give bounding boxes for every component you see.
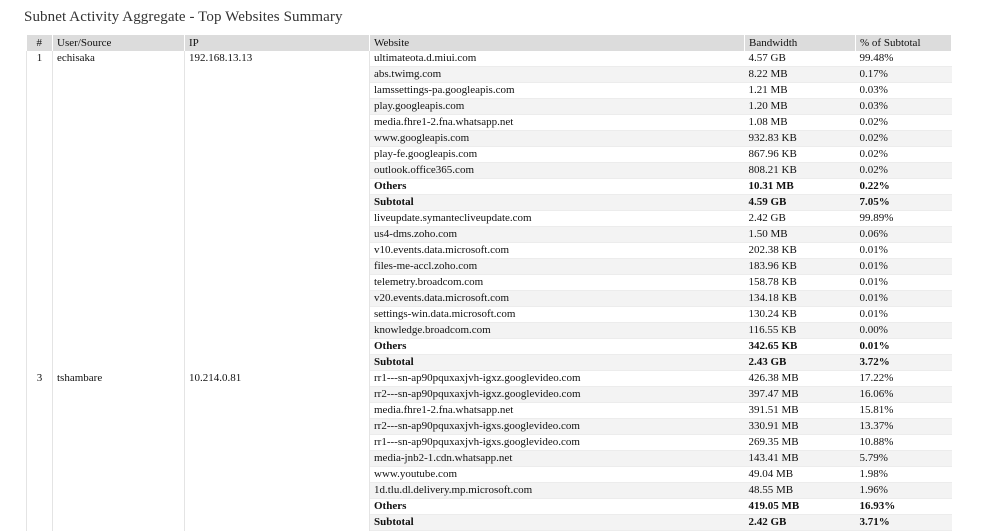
ip-cell: [185, 451, 370, 467]
bandwidth-cell: 130.24 KB: [745, 307, 856, 323]
bandwidth-cell: 1.20 MB: [745, 99, 856, 115]
ip-cell: [185, 355, 370, 371]
row-number-cell: [27, 67, 53, 83]
website-cell: www.googleapis.com: [370, 131, 745, 147]
percent-cell: 0.02%: [856, 163, 952, 179]
row-number-cell: [27, 131, 53, 147]
user-source-cell: [53, 291, 185, 307]
table-row: [27, 403, 952, 419]
ip-cell: [185, 195, 370, 211]
table-row: [27, 227, 952, 243]
percent-cell: 0.02%: [856, 115, 952, 131]
user-source-cell: [53, 179, 185, 195]
row-number-cell: [27, 115, 53, 131]
website-cell: www.youtube.com: [370, 467, 745, 483]
row-number-cell: [27, 275, 53, 291]
bandwidth-cell: 183.96 KB: [745, 259, 856, 275]
table-row: [27, 275, 952, 291]
percent-cell: 16.06%: [856, 387, 952, 403]
website-cell: outlook.office365.com: [370, 163, 745, 179]
user-source-cell: [53, 323, 185, 339]
bandwidth-cell: 867.96 KB: [745, 147, 856, 163]
user-source-cell: [53, 115, 185, 131]
ip-cell: [185, 339, 370, 355]
user-source-cell: [53, 227, 185, 243]
percent-cell: 16.93%: [856, 499, 952, 515]
column-header-bandwidth[interactable]: Bandwidth: [745, 35, 856, 51]
user-source-cell: [53, 67, 185, 83]
bandwidth-cell: 391.51 MB: [745, 403, 856, 419]
bandwidth-cell: 8.22 MB: [745, 67, 856, 83]
percent-cell: 0.01%: [856, 243, 952, 259]
website-cell: media-jnb2-1.cdn.whatsapp.net: [370, 451, 745, 467]
percent-cell: 0.02%: [856, 131, 952, 147]
website-cell: Subtotal: [370, 515, 745, 531]
website-cell: liveupdate.symantecliveupdate.com: [370, 211, 745, 227]
bandwidth-cell: 158.78 KB: [745, 275, 856, 291]
percent-cell: 0.00%: [856, 323, 952, 339]
percent-cell: 7.05%: [856, 195, 952, 211]
user-source-cell: [53, 243, 185, 259]
row-number-cell: [27, 483, 53, 499]
percent-cell: 0.02%: [856, 147, 952, 163]
website-cell: lamssettings-pa.googleapis.com: [370, 83, 745, 99]
row-number-cell: [27, 339, 53, 355]
subtotal-row: [27, 355, 952, 371]
percent-cell: 0.22%: [856, 179, 952, 195]
percent-cell: 15.81%: [856, 403, 952, 419]
table-row: [27, 259, 952, 275]
row-number-cell: [27, 387, 53, 403]
subtotal-row: [27, 515, 952, 531]
user-source-cell: [53, 275, 185, 291]
user-source-cell: [53, 515, 185, 531]
ip-cell: [185, 131, 370, 147]
ip-cell: [185, 99, 370, 115]
table-row: [27, 291, 952, 307]
row-number-cell: [27, 419, 53, 435]
table-row: [27, 435, 952, 451]
column-header-ip[interactable]: IP: [185, 35, 370, 51]
website-cell: Others: [370, 179, 745, 195]
user-source-cell: [53, 403, 185, 419]
percent-cell: 0.01%: [856, 275, 952, 291]
ip-cell: [185, 83, 370, 99]
website-cell: telemetry.broadcom.com: [370, 275, 745, 291]
user-source-cell: [53, 467, 185, 483]
ip-cell: [185, 483, 370, 499]
percent-cell: 17.22%: [856, 371, 952, 387]
ip-cell: [185, 115, 370, 131]
table-row: [27, 131, 952, 147]
row-number-cell: [27, 243, 53, 259]
website-cell: Others: [370, 339, 745, 355]
table-row: [27, 307, 952, 323]
table-row: [27, 67, 952, 83]
ip-cell: [185, 227, 370, 243]
percent-cell: 99.48%: [856, 51, 952, 67]
row-number-cell: [27, 163, 53, 179]
table-row: [27, 451, 952, 467]
ip-cell: [185, 147, 370, 163]
bandwidth-cell: 808.21 KB: [745, 163, 856, 179]
website-cell: play-fe.googleapis.com: [370, 147, 745, 163]
percent-cell: 0.01%: [856, 291, 952, 307]
table-row: [27, 147, 952, 163]
website-cell: files-me-accl.zoho.com: [370, 259, 745, 275]
table-row: [27, 115, 952, 131]
row-number-cell: [27, 403, 53, 419]
percent-cell: 3.71%: [856, 515, 952, 531]
row-number-cell: [27, 307, 53, 323]
column-header-user-source[interactable]: User/Source: [53, 35, 185, 51]
row-number-cell: [27, 147, 53, 163]
row-number-cell: [27, 323, 53, 339]
bandwidth-cell: 48.55 MB: [745, 483, 856, 499]
website-cell: 1d.tlu.dl.delivery.mp.microsoft.com: [370, 483, 745, 499]
bandwidth-cell: 419.05 MB: [745, 499, 856, 515]
bandwidth-cell: 4.57 GB: [745, 51, 856, 67]
row-number-cell: [27, 515, 53, 531]
row-number-cell: 1: [27, 51, 53, 67]
ip-cell: [185, 499, 370, 515]
bandwidth-cell: 116.55 KB: [745, 323, 856, 339]
percent-cell: 0.01%: [856, 259, 952, 275]
column-header-percent-subtotal[interactable]: % of Subtotal: [856, 35, 952, 51]
bandwidth-cell: 1.08 MB: [745, 115, 856, 131]
user-source-cell: tshambare: [53, 371, 185, 387]
bandwidth-cell: 342.65 KB: [745, 339, 856, 355]
percent-cell: 1.96%: [856, 483, 952, 499]
user-source-cell: [53, 435, 185, 451]
others-row: [27, 339, 952, 355]
website-cell: Others: [370, 499, 745, 515]
bandwidth-cell: 10.31 MB: [745, 179, 856, 195]
user-source-cell: [53, 131, 185, 147]
ip-cell: [185, 323, 370, 339]
website-cell: abs.twimg.com: [370, 67, 745, 83]
website-cell: v10.events.data.microsoft.com: [370, 243, 745, 259]
percent-cell: 13.37%: [856, 419, 952, 435]
percent-cell: 0.01%: [856, 339, 952, 355]
website-cell: rr2---sn-ap90pquxaxjvh-igxs.googlevideo.com: [370, 419, 745, 435]
user-source-cell: [53, 451, 185, 467]
websites-table: [26, 35, 952, 531]
table-row: [27, 211, 952, 227]
table-row: [27, 387, 952, 403]
user-source-cell: echisaka: [53, 51, 185, 67]
user-source-cell: [53, 163, 185, 179]
table-row: [27, 163, 952, 179]
row-number-cell: [27, 99, 53, 115]
ip-cell: [185, 403, 370, 419]
bandwidth-cell: 134.18 KB: [745, 291, 856, 307]
ip-cell: 10.214.0.81: [185, 371, 370, 387]
others-row: [27, 179, 952, 195]
ip-cell: [185, 259, 370, 275]
row-number-cell: [27, 259, 53, 275]
website-cell: media.fhre1-2.fna.whatsapp.net: [370, 403, 745, 419]
ip-cell: [185, 435, 370, 451]
ip-cell: [185, 307, 370, 323]
row-number-cell: [27, 195, 53, 211]
user-source-cell: [53, 419, 185, 435]
row-number-cell: [27, 83, 53, 99]
website-cell: play.googleapis.com: [370, 99, 745, 115]
ip-cell: [185, 211, 370, 227]
bandwidth-cell: 2.43 GB: [745, 355, 856, 371]
bandwidth-cell: 143.41 MB: [745, 451, 856, 467]
ip-cell: [185, 419, 370, 435]
column-header-website[interactable]: Website: [370, 35, 745, 51]
percent-cell: 3.72%: [856, 355, 952, 371]
table-row: [27, 323, 952, 339]
user-source-cell: [53, 307, 185, 323]
table-body: [27, 51, 952, 531]
row-number-cell: 3: [27, 371, 53, 387]
ip-cell: [185, 291, 370, 307]
percent-cell: 0.03%: [856, 83, 952, 99]
website-cell: Subtotal: [370, 355, 745, 371]
ip-cell: [185, 67, 370, 83]
user-source-cell: [53, 211, 185, 227]
website-cell: v20.events.data.microsoft.com: [370, 291, 745, 307]
user-source-cell: [53, 483, 185, 499]
bandwidth-cell: 4.59 GB: [745, 195, 856, 211]
table-row: [27, 467, 952, 483]
website-cell: ultimateota.d.miui.com: [370, 51, 745, 67]
website-cell: rr1---sn-ap90pquxaxjvh-igxz.googlevideo.com: [370, 371, 745, 387]
row-number-cell: [27, 435, 53, 451]
table-row: [27, 83, 952, 99]
bandwidth-cell: 202.38 KB: [745, 243, 856, 259]
percent-cell: 99.89%: [856, 211, 952, 227]
row-number-cell: [27, 291, 53, 307]
row-number-cell: [27, 467, 53, 483]
percent-cell: 0.17%: [856, 67, 952, 83]
table-row: [27, 371, 952, 387]
bandwidth-cell: 269.35 MB: [745, 435, 856, 451]
percent-cell: 1.98%: [856, 467, 952, 483]
percent-cell: 5.79%: [856, 451, 952, 467]
percent-cell: 0.01%: [856, 307, 952, 323]
website-cell: rr1---sn-ap90pquxaxjvh-igxs.googlevideo.com: [370, 435, 745, 451]
table-row: [27, 51, 952, 67]
user-source-cell: [53, 355, 185, 371]
ip-cell: [185, 243, 370, 259]
row-number-cell: [27, 179, 53, 195]
table-header-row: [27, 35, 952, 51]
percent-cell: 0.06%: [856, 227, 952, 243]
website-cell: media.fhre1-2.fna.whatsapp.net: [370, 115, 745, 131]
website-cell: rr2---sn-ap90pquxaxjvh-igxz.googlevideo.com: [370, 387, 745, 403]
bandwidth-cell: 1.50 MB: [745, 227, 856, 243]
ip-cell: 192.168.13.13: [185, 51, 370, 67]
percent-cell: 0.03%: [856, 99, 952, 115]
bandwidth-cell: 2.42 GB: [745, 515, 856, 531]
bandwidth-cell: 426.38 MB: [745, 371, 856, 387]
subtotal-row: [27, 195, 952, 211]
user-source-cell: [53, 83, 185, 99]
percent-cell: 10.88%: [856, 435, 952, 451]
table-row: [27, 419, 952, 435]
user-source-cell: [53, 259, 185, 275]
website-cell: settings-win.data.microsoft.com: [370, 307, 745, 323]
bandwidth-cell: 1.21 MB: [745, 83, 856, 99]
row-number-cell: [27, 355, 53, 371]
ip-cell: [185, 275, 370, 291]
ip-cell: [185, 387, 370, 403]
user-source-cell: [53, 147, 185, 163]
bandwidth-cell: 932.83 KB: [745, 131, 856, 147]
user-source-cell: [53, 339, 185, 355]
bandwidth-cell: 397.47 MB: [745, 387, 856, 403]
report-title: Subnet Activity Aggregate - Top Websites Summary: [24, 9, 343, 25]
row-number-cell: [27, 451, 53, 467]
user-source-cell: [53, 99, 185, 115]
table-row: [27, 483, 952, 499]
ip-cell: [185, 179, 370, 195]
ip-cell: [185, 163, 370, 179]
others-row: [27, 499, 952, 515]
row-number-cell: [27, 499, 53, 515]
user-source-cell: [53, 195, 185, 211]
table-row: [27, 243, 952, 259]
column-header-number[interactable]: #: [27, 35, 53, 51]
website-cell: knowledge.broadcom.com: [370, 323, 745, 339]
ip-cell: [185, 515, 370, 531]
bandwidth-cell: 330.91 MB: [745, 419, 856, 435]
website-cell: Subtotal: [370, 195, 745, 211]
bandwidth-cell: 49.04 MB: [745, 467, 856, 483]
user-source-cell: [53, 499, 185, 515]
bandwidth-cell: 2.42 GB: [745, 211, 856, 227]
table-row: [27, 99, 952, 115]
website-cell: us4-dms.zoho.com: [370, 227, 745, 243]
user-source-cell: [53, 387, 185, 403]
row-number-cell: [27, 211, 53, 227]
ip-cell: [185, 467, 370, 483]
row-number-cell: [27, 227, 53, 243]
